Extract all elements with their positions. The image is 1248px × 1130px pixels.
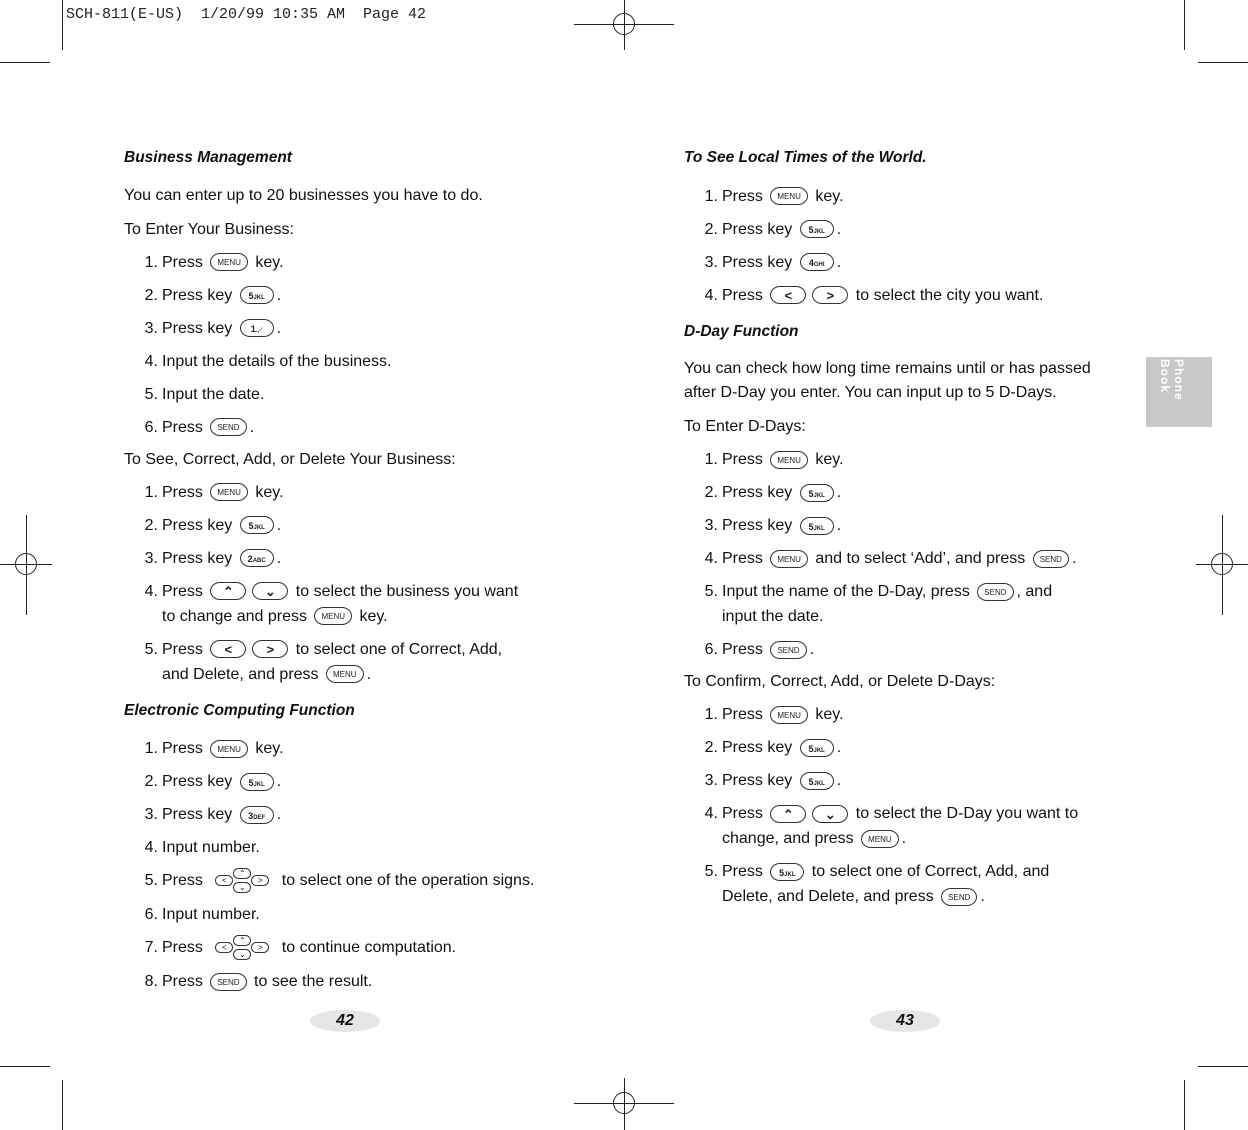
crop-line bbox=[1184, 0, 1185, 50]
key-4-icon: 4GHI bbox=[800, 253, 834, 271]
menu-key-icon: MENU bbox=[770, 706, 808, 724]
crop-line bbox=[0, 1066, 50, 1067]
page-number: 43 bbox=[870, 1010, 940, 1032]
sub-label: To Confirm, Correct, Add, or Delete D-Days: bbox=[684, 673, 996, 690]
menu-key-icon: MENU bbox=[861, 830, 899, 848]
step: 5. Press ⌃ < > ⌄ to select one of the operation signs. bbox=[144, 869, 535, 892]
section-title: Electronic Computing Function bbox=[124, 701, 355, 719]
down-key-icon: ⌄ bbox=[812, 805, 848, 823]
menu-key-icon: MENU bbox=[210, 483, 248, 501]
send-key-icon: SEND bbox=[210, 418, 246, 436]
step: 4. Press ⌃ ⌄ to select the D-Day you want to change, and press MENU . bbox=[704, 805, 1079, 847]
step: 4. Press ⌃ ⌄ to select the business you want to change and press MENU key. bbox=[144, 582, 519, 625]
step: 3. Press key 5JKL . bbox=[704, 772, 842, 789]
key-5-icon: 5JKL bbox=[800, 484, 834, 502]
step: 4. Press MENU and to select ‘Add’, and press SEND . bbox=[704, 550, 1077, 567]
menu-key-icon: MENU bbox=[326, 665, 364, 683]
step: 1. Press MENU key. bbox=[704, 187, 844, 205]
step: 1. Press MENU key. bbox=[704, 706, 844, 723]
step: 5. Input the name of the D-Day, press SEND , and input the date. bbox=[704, 583, 1053, 625]
step: 2. Press key 5JKL . bbox=[144, 773, 282, 790]
send-key-icon: SEND bbox=[941, 888, 977, 906]
menu-key-icon: MENU bbox=[770, 187, 808, 205]
crop-line bbox=[1184, 1080, 1185, 1130]
step: 5. Press 5JKL to select one of Correct, Add, and Delete, and Delete, and press SEND . bbox=[704, 863, 1050, 905]
step: 3. Press key 5JKL . bbox=[704, 517, 842, 534]
right-key-icon: > bbox=[252, 640, 288, 658]
step: 2. Press key 5JKL . bbox=[144, 516, 282, 534]
step: 5. Press < > to select one of Correct, Add, and Delete, and press MENU . bbox=[144, 640, 503, 683]
key-3-icon: 3DEF bbox=[240, 806, 274, 824]
send-key-icon: SEND bbox=[977, 583, 1013, 601]
section-title: To See Local Times of the World. bbox=[684, 149, 927, 166]
paragraph: You can check how long time remains until or has passed after D-Day you enter. You can input up to 5 D-Days. bbox=[684, 360, 1091, 401]
step: 1. Press MENU key. bbox=[144, 483, 284, 501]
key-1-icon: 1.,-' bbox=[240, 319, 274, 337]
right-key-icon: > bbox=[812, 286, 848, 304]
register-circle bbox=[15, 553, 37, 575]
crop-line bbox=[62, 0, 63, 50]
up-key-icon: ⌃ bbox=[770, 805, 806, 823]
crop-line bbox=[0, 62, 50, 63]
key-5-icon: 5JKL bbox=[800, 220, 834, 238]
section-title: D-Day Function bbox=[684, 322, 799, 340]
send-key-icon: SEND bbox=[1033, 550, 1069, 568]
key-5-icon: 5JKL bbox=[240, 773, 274, 791]
print-header: SCH-811(E-US) 1/20/99 10:35 AM Page 42 bbox=[66, 6, 427, 23]
step: 5. Input the date. bbox=[144, 385, 265, 403]
menu-key-icon: MENU bbox=[770, 550, 808, 568]
step: 4. Press < > to select the city you want. bbox=[704, 286, 1044, 304]
sub-label: To Enter D-Days: bbox=[684, 418, 806, 435]
step: 3. Press key 3DEF . bbox=[144, 806, 282, 823]
section-tab: Phone Book bbox=[1146, 357, 1212, 427]
navigation-pad-icon: ⌃ < > ⌄ bbox=[215, 868, 269, 894]
left-key-icon: < bbox=[210, 640, 246, 658]
up-key-icon: ⌃ bbox=[210, 582, 246, 600]
step: 2. Press key 5JKL . bbox=[704, 484, 842, 501]
step: 2. Press key 5JKL . bbox=[704, 739, 842, 756]
right-page bbox=[684, 150, 1124, 917]
step: 6. Input number. bbox=[144, 906, 260, 923]
sub-label: To Enter Your Business: bbox=[124, 220, 294, 238]
key-5-icon: 5JKL bbox=[800, 517, 834, 535]
sub-label: To See, Correct, Add, or Delete Your Business: bbox=[124, 450, 456, 468]
register-circle bbox=[1211, 553, 1233, 575]
key-5-icon: 5JKL bbox=[770, 863, 804, 881]
page-number: 42 bbox=[310, 1010, 380, 1032]
paragraph: You can enter up to 20 businesses you have to do. bbox=[124, 186, 483, 204]
crop-line bbox=[62, 1080, 63, 1130]
left-key-icon: < bbox=[770, 286, 806, 304]
step: 6. Press SEND . bbox=[144, 418, 255, 436]
step: 3. Press key 4GHI . bbox=[704, 253, 842, 271]
step: 1. Press MENU key. bbox=[144, 740, 284, 757]
menu-key-icon: MENU bbox=[210, 253, 248, 271]
step: 6. Press SEND . bbox=[704, 641, 815, 658]
menu-key-icon: MENU bbox=[770, 451, 808, 469]
step: 8. Press SEND to see the result. bbox=[144, 973, 373, 990]
step: 3. Press key 1.,-' . bbox=[144, 319, 282, 337]
step: 3. Press key 2ABC . bbox=[144, 549, 282, 567]
menu-key-icon: MENU bbox=[314, 607, 352, 625]
key-5-icon: 5JKL bbox=[240, 286, 274, 304]
step: 2. Press key 5JKL . bbox=[144, 286, 282, 304]
key-5-icon: 5JKL bbox=[800, 772, 834, 790]
down-key-icon: ⌄ bbox=[252, 582, 288, 600]
key-2-icon: 2ABC bbox=[240, 549, 274, 567]
crop-line bbox=[1198, 1066, 1248, 1067]
step: 2. Press key 5JKL . bbox=[704, 220, 842, 238]
key-5-icon: 5JKL bbox=[800, 739, 834, 757]
step: 4. Input number. bbox=[144, 839, 260, 856]
crop-line bbox=[1198, 62, 1248, 63]
left-page bbox=[124, 150, 574, 1002]
send-key-icon: SEND bbox=[210, 973, 246, 991]
step: 1. Press MENU key. bbox=[704, 451, 844, 468]
step: 1. Press MENU key. bbox=[144, 253, 284, 271]
step: 7. Press ⌃ < > ⌄ to continue computation. bbox=[144, 936, 457, 959]
register-circle bbox=[613, 13, 635, 35]
key-5-icon: 5JKL bbox=[240, 516, 274, 534]
step: 4. Input the details of the business. bbox=[144, 352, 392, 370]
register-circle bbox=[613, 1092, 635, 1114]
navigation-pad-icon: ⌃ < > ⌄ bbox=[215, 935, 269, 961]
send-key-icon: SEND bbox=[770, 641, 806, 659]
section-title: Business Management bbox=[124, 149, 292, 166]
menu-key-icon: MENU bbox=[210, 740, 248, 758]
